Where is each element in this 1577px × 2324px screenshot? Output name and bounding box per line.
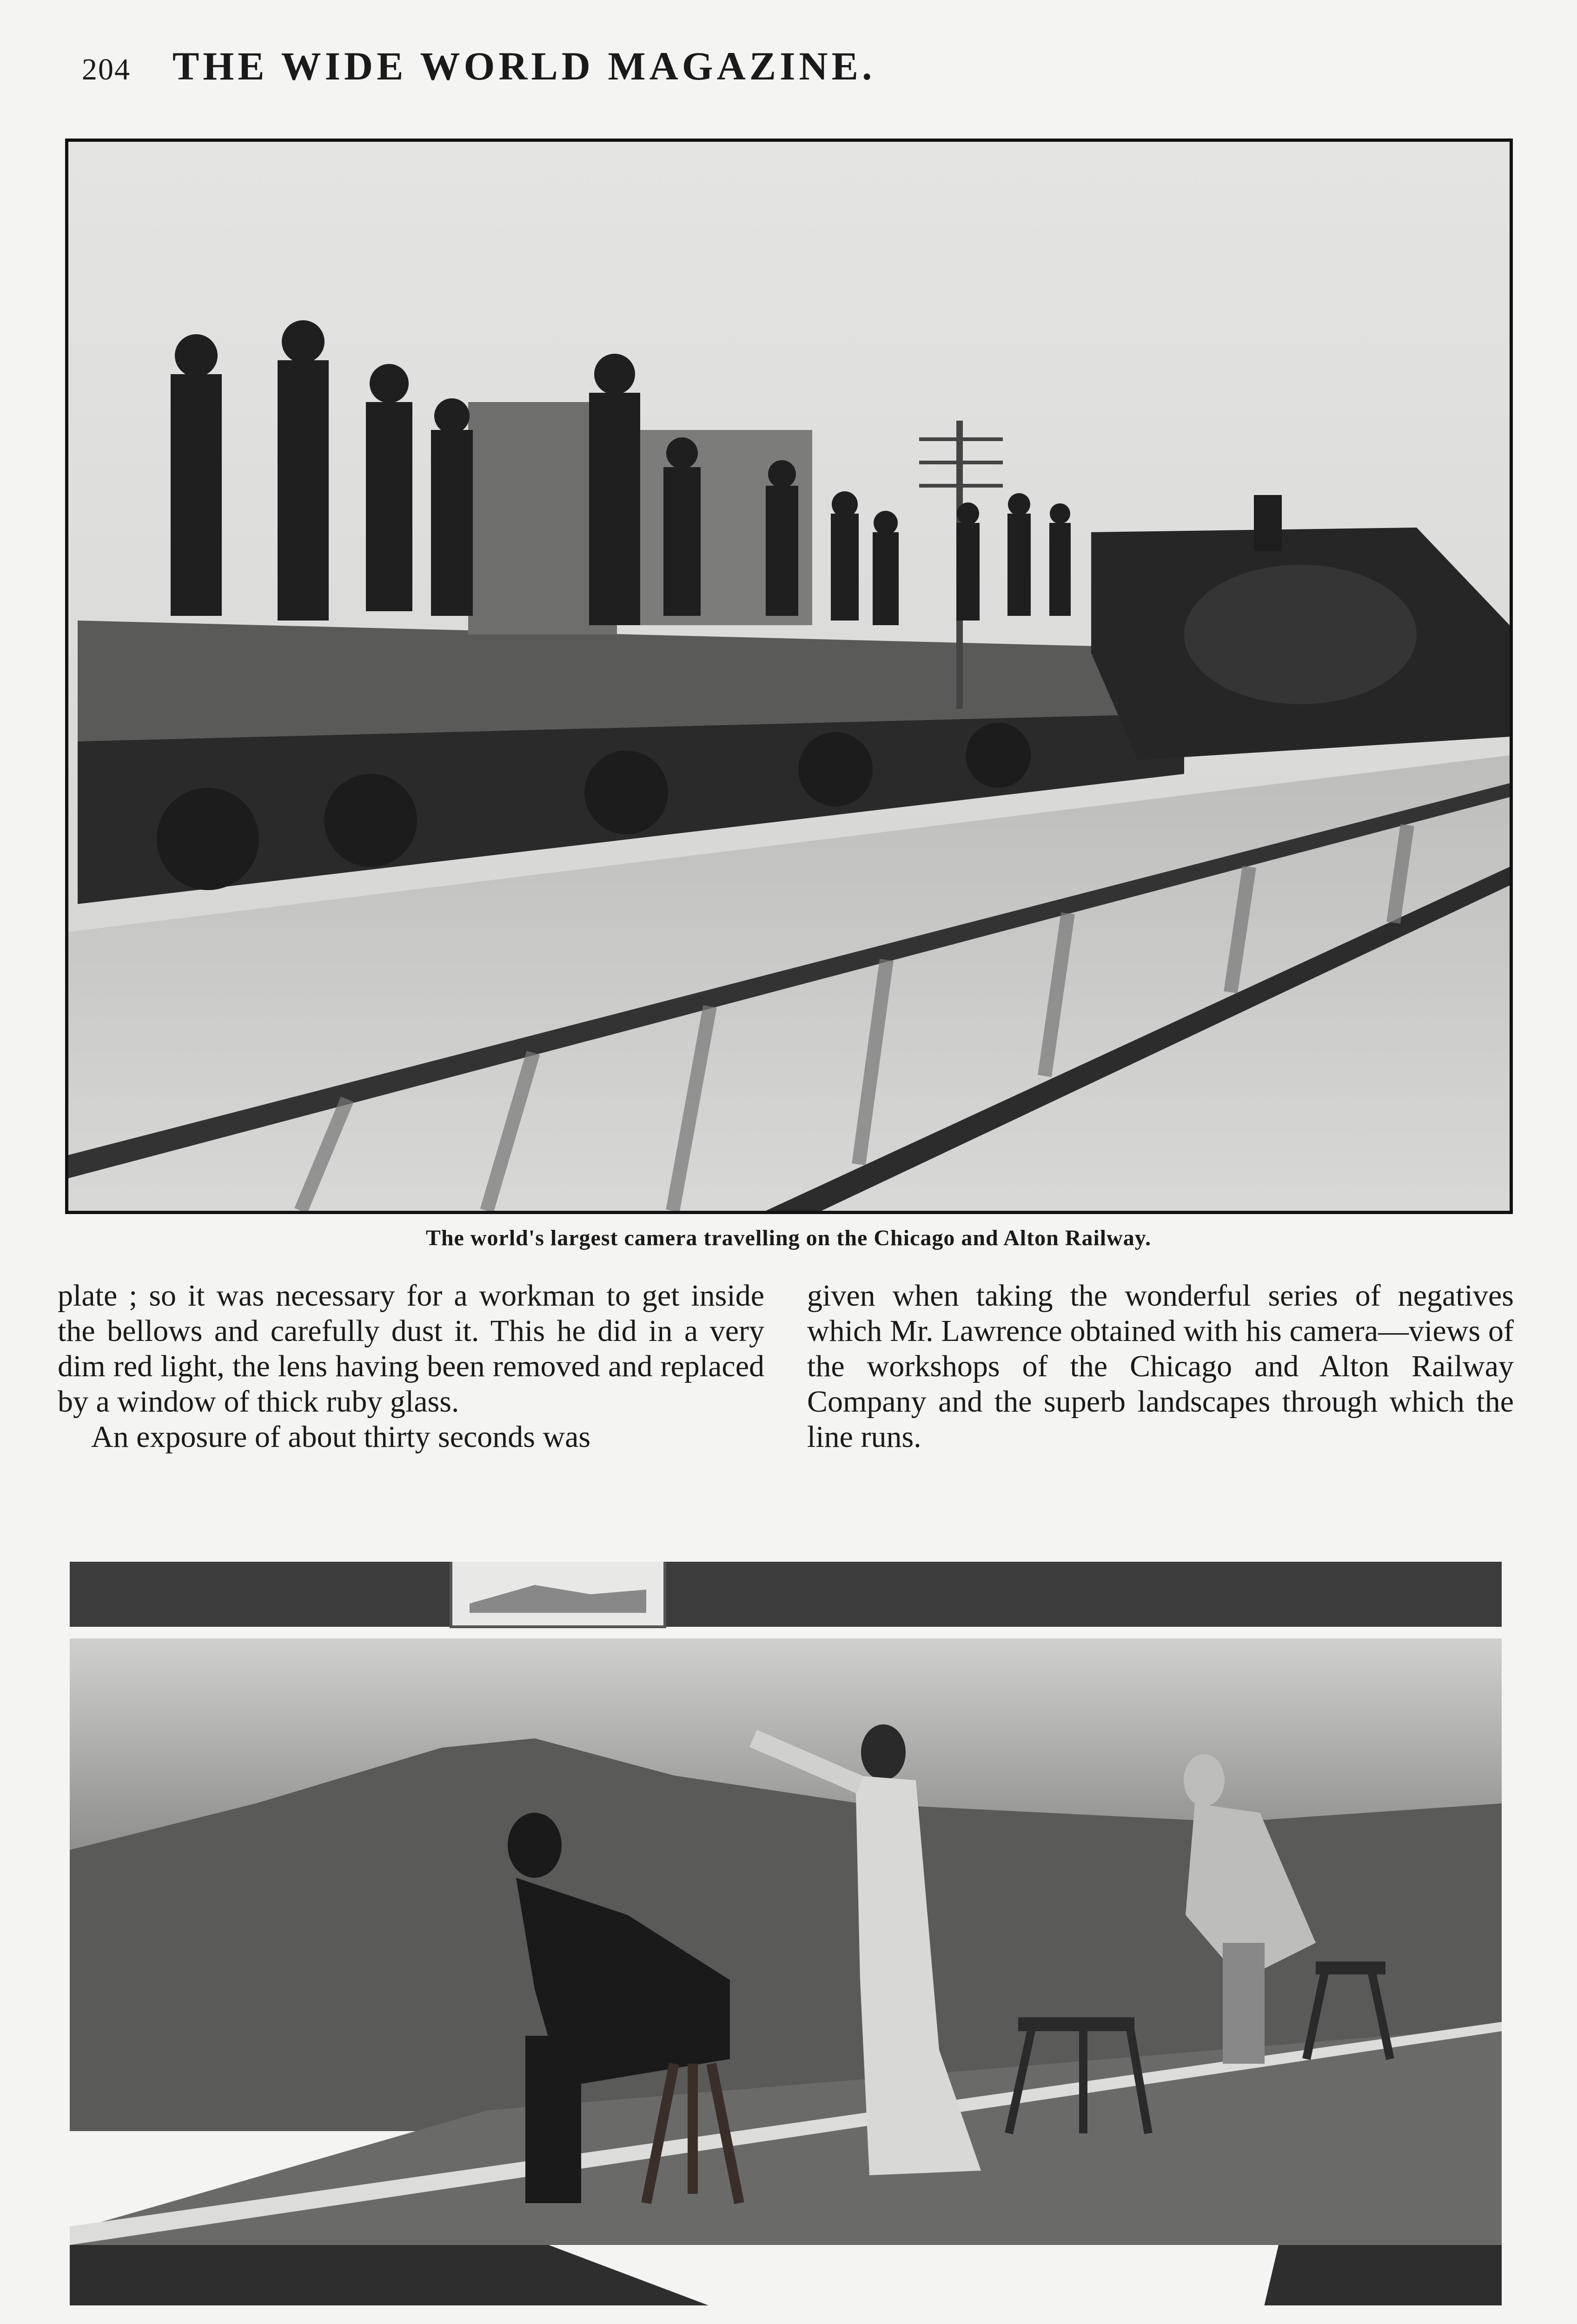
page-number: 204 <box>82 53 131 86</box>
photo-caption-train: The world's largest camera travelling on the Chicago and Alton Railway. <box>425 1226 1152 1250</box>
paragraph: given when taking the wonderful series of negatives which Mr. Lawrence obtained with his camera—views of the workshops of the Chicago and Alton Railway Company and the superb landscapes through which the line runs. <box>807 1279 1514 1454</box>
page-header <box>82 43 876 89</box>
photo-artists-retouching <box>70 1562 1502 2324</box>
paragraph: plate ; so it was necessary for a workman to get inside the bellows and carefully dust it. This he did in a very dim red light, the lens having been removed and replaced by a window of thick ruby glass. <box>58 1279 764 1419</box>
magazine-title: THE WIDE WORLD MAGAZINE. <box>172 44 876 88</box>
paragraph: An exposure of about thirty seconds was <box>91 1420 591 1454</box>
photo-train-camera <box>65 139 1513 1214</box>
text-column-right <box>807 1278 1514 1455</box>
text-column-left <box>58 1278 764 1455</box>
